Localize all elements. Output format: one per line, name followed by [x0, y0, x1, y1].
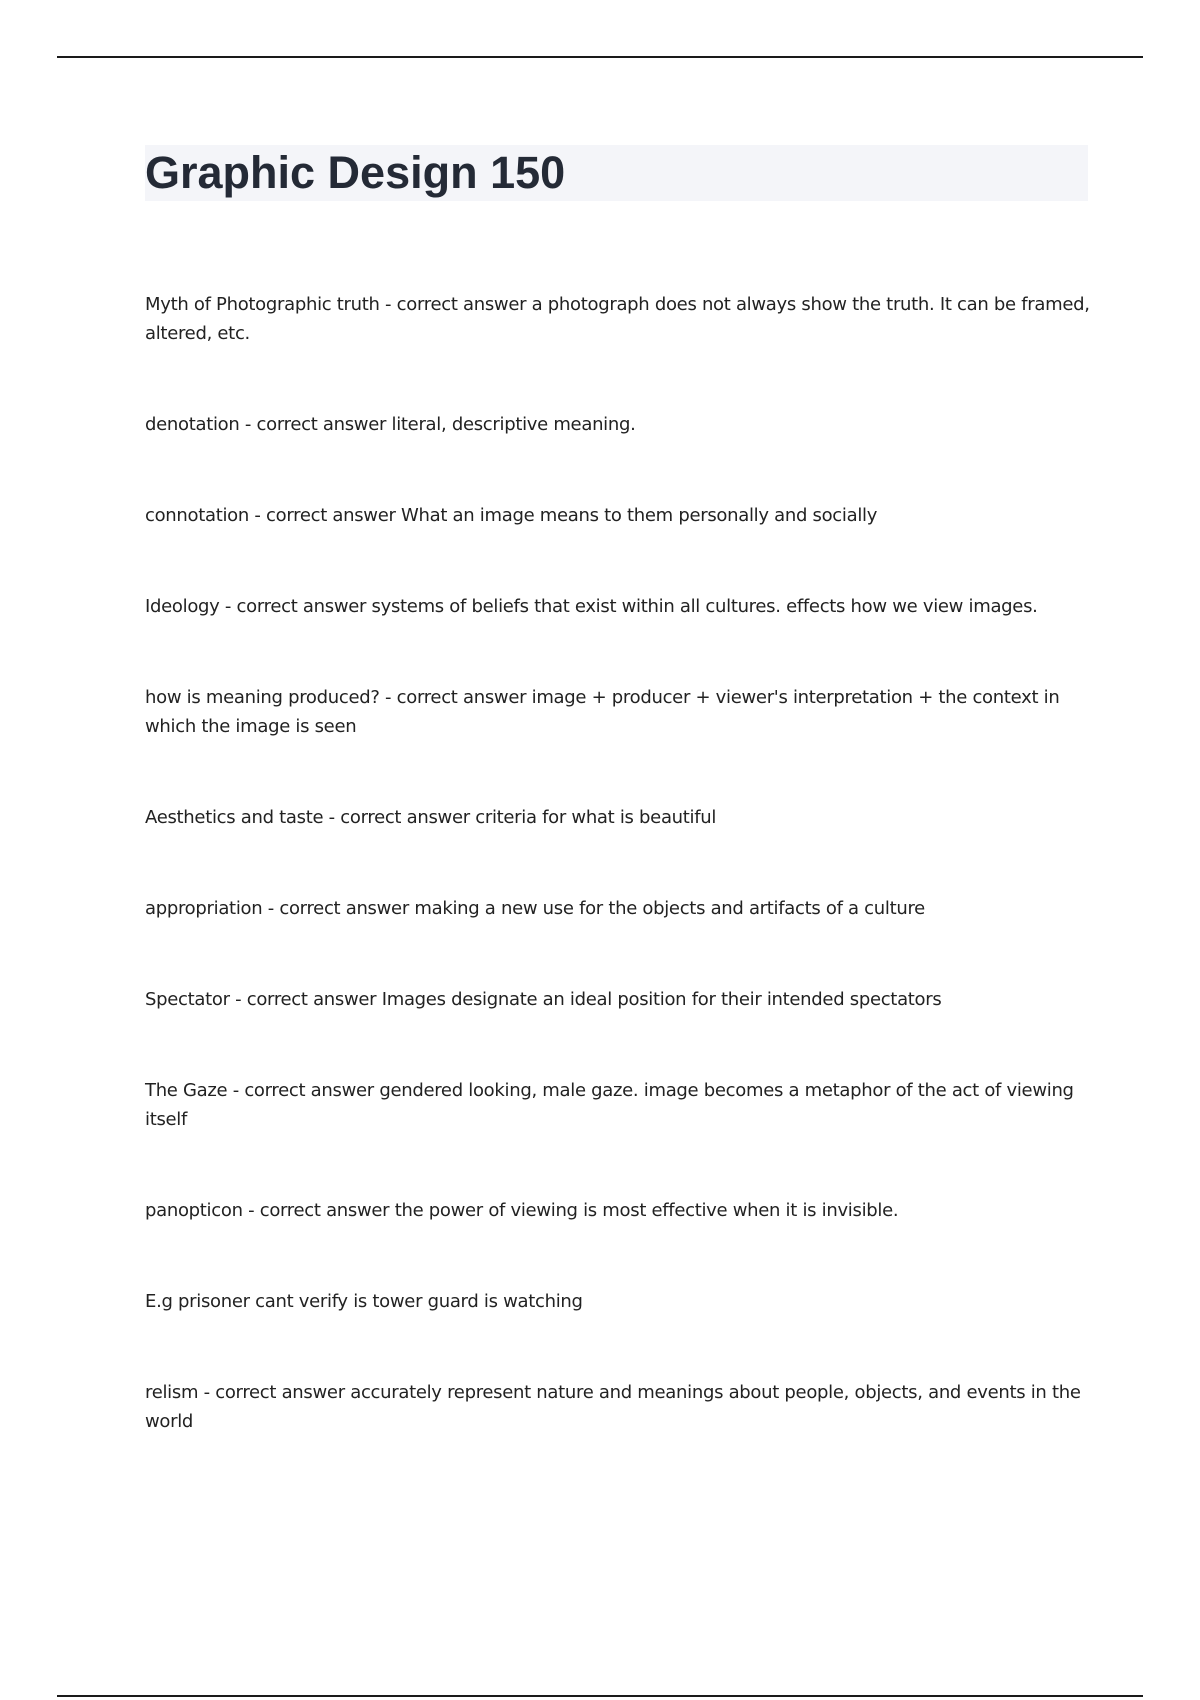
list-item: how is meaning produced? - correct answer image + producer + viewer's interpretation + the context in which the image is seen [145, 687, 1060, 737]
list-item: Myth of Photographic truth - correct answer a photograph does not always show the truth. It can be framed, altered, etc. [145, 294, 1090, 344]
list-item: panopticon - correct answer the power of viewing is most effective when it is invisible. [145, 1200, 899, 1221]
bottom-rule [57, 1695, 1143, 1697]
list-item: relism - correct answer accurately represent nature and meanings about people, objects, and events in the world [145, 1382, 1081, 1432]
list-item: connotation - correct answer What an image means to them personally and socially [145, 505, 878, 526]
list-item: Aesthetics and taste - correct answer criteria for what is beautiful [145, 807, 717, 828]
list-item: E.g prisoner cant verify is tower guard is watching [145, 1291, 583, 1312]
list-item: The Gaze - correct answer gendered looking, male gaze. image becomes a metaphor of the act of viewing itself [145, 1080, 1074, 1130]
list-item: Spectator - correct answer Images designate an ideal position for their intended spectators [145, 989, 942, 1010]
list-item: Ideology - correct answer systems of beliefs that exist within all cultures. effects how we view images. [145, 596, 1038, 617]
flashcard-list [145, 290, 1090, 1498]
list-item: appropriation - correct answer making a new use for the objects and artifacts of a culture [145, 898, 925, 919]
title-banner [145, 145, 1088, 201]
page-title: Graphic Design 150 [145, 147, 566, 198]
list-item: denotation - correct answer literal, descriptive meaning. [145, 414, 636, 435]
top-rule [57, 56, 1143, 58]
